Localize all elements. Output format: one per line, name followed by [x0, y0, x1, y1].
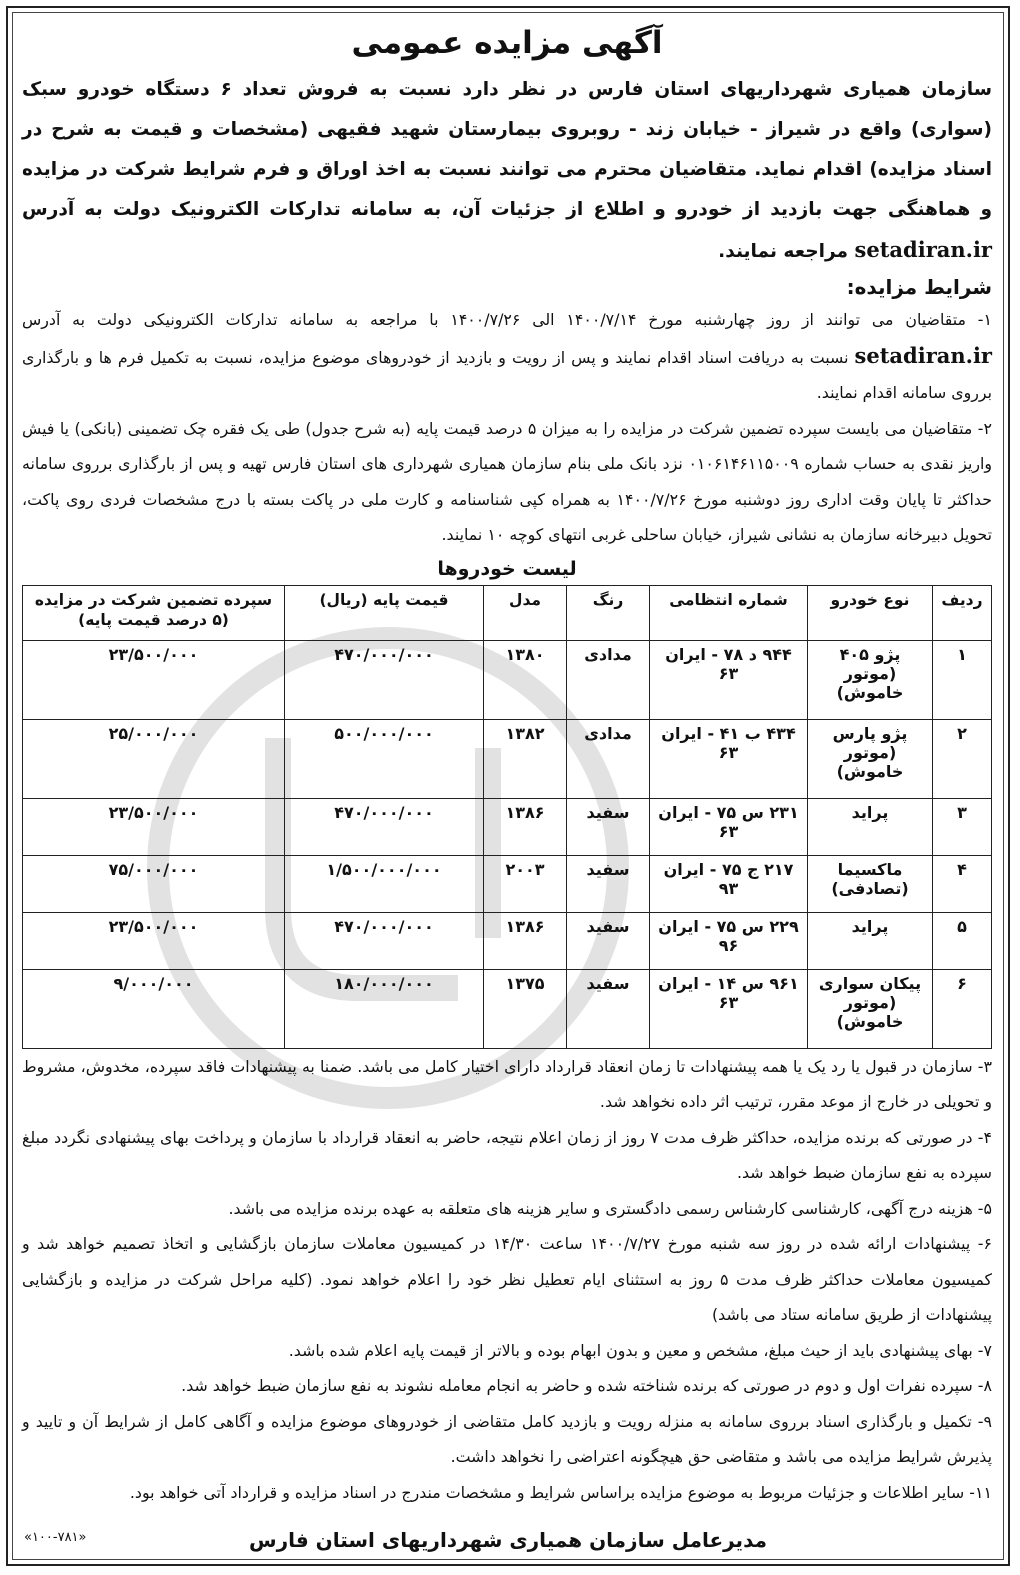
condition-3: ۳- سازمان در قبول یا رد یک یا همه پیشنهادات تا زمان انعقاد قرارداد دارای اختیار کامل می باشد. ضمنا به پیشنهادات فاقد سپرده، مخدوش، مشروط و تحویلی در خارج از موعد مقرر، ترتیب اثر داده نخواهد شد.: [22, 1056, 992, 1111]
header-vehicle-type: نوع خودرو: [808, 585, 933, 640]
cell-base-price: ۱/۵۰۰/۰۰۰/۰۰۰: [285, 855, 484, 912]
cell-vehicle-type: پیکان سواری (موتور خاموش): [808, 969, 933, 1048]
condition-6: ۶- پیشنهادات ارائه شده در روز سه شنبه مورخ ۱۴۰۰/۷/۲۷ ساعت ۱۴/۳۰ در کمیسیون معاملات سازمان بازگشایی و اتخاذ تصمیم خواهد شد و کمیسیون معاملات حداکثر ظرف مدت ۵ روز به استثنای ایام تعطیل نظر خود را اعلام خواهد نمود. (کلیه مراحل شرکت در مزایده و بازگشایی پیشنهادات از طریق سامانه ستاد می باشد): [22, 1234, 992, 1324]
cell-plate-number: ۹۶۱ س ۱۴ - ایران ۶۳: [650, 969, 808, 1048]
cell-plate-number: ۲۱۷ ج ۷۵ - ایران ۹۳: [650, 855, 808, 912]
condition-1-text: ۱- متقاضیان می توانند از روز چهارشنبه مورخ ۱۴۰۰/۷/۱۴ الی ۱۴۰۰/۷/۲۶ با مراجعه به سامانه تدارکات الکترونیکی دولت به آدرس: [22, 310, 992, 329]
table-row: [23, 640, 992, 719]
signature-line: مدیرعامل سازمان همیاری شهرداریهای استان فارس: [248, 1528, 768, 1552]
notice-code: «۱۰۰-۷۸۱»: [24, 1530, 87, 1545]
condition-1-text-end: نسبت به دریافت اسناد اقدام نمایند و پس از رویت و بازدید از خودروهای موضوع مزایده، نسبت به تکمیل فرم ها و بارگذاری برروی سامانه اقدام نمایند.: [22, 347, 992, 402]
cell-vehicle-type: پژو پارس (موتور خاموش): [808, 719, 933, 798]
intro-paragraph: [22, 70, 992, 272]
cell-deposit: ۲۳/۵۰۰/۰۰۰: [23, 640, 285, 719]
table-row: [23, 969, 992, 1048]
notice-content: [22, 18, 992, 1510]
cell-color: سفید: [567, 969, 650, 1048]
cell-color: سفید: [567, 798, 650, 855]
header-color: رنگ: [567, 585, 650, 640]
notice-frame: [6, 6, 1010, 1566]
cell-row-number: ۵: [933, 912, 992, 969]
condition-5: ۵- هزینه درج آگهی، کارشناسی کارشناس رسمی دادگستری و سایر هزینه های متعلقه به عهده برنده مزایده می باشد.: [228, 1198, 992, 1218]
table-row: [23, 912, 992, 969]
table-row: [23, 719, 992, 798]
header-model: مدل: [484, 585, 567, 640]
cell-model: ۱۳۸۶: [484, 798, 567, 855]
cell-model: ۱۳۷۵: [484, 969, 567, 1048]
table-header-row: [23, 585, 992, 640]
cell-plate-number: ۲۳۱ س ۷۵ - ایران ۶۳: [650, 798, 808, 855]
condition-4: ۴- در صورتی که برنده مزایده، حداکثر ظرف مدت ۷ روز از زمان اعلام نتیجه، حاضر به انعقاد قرارداد با سازمان و پرداخت بهای پیشنهادی نگردد مبلغ سپرده به نفع سازمان ضبط خواهد شد.: [22, 1127, 992, 1182]
cell-color: سفید: [567, 855, 650, 912]
intro-text-end: مراجعه نمایند.: [718, 241, 849, 262]
cell-vehicle-type: ماکسیما (تصادفی): [808, 855, 933, 912]
vehicles-table-title: لیست خودروها: [437, 557, 577, 580]
cell-base-price: ۴۷۰/۰۰۰/۰۰۰: [285, 912, 484, 969]
cell-deposit: ۹/۰۰۰/۰۰۰: [23, 969, 285, 1048]
header-plate-number: شماره انتظامی: [650, 585, 808, 640]
header-deposit: سپرده تضمین شرکت در مزایده (۵ درصد قیمت پایه): [23, 585, 285, 640]
header-base-price: قیمت پایه (ریال): [285, 585, 484, 640]
condition-8: ۸- سپرده نفرات اول و دوم در صورتی که برنده شناخته شده و حاضر به انجام معامله نشوند به نفع سازمان ضبط خواهد شد.: [181, 1376, 992, 1395]
condition-2: ۲- متقاضیان می بایست سپرده تضمین شرکت در مزایده را به میزان ۵ درصد قیمت پایه (به شرح جدول) طی یک فقره چک تضمینی (بانکی) یا فیش واریز نقدی به حساب شماره ۰۱۰۶۱۴۶۱۱۵۰۰۹ نزد بانک ملی بنام سازمان همیاری شهرداری های استان فارس تهیه و پس از بارگذاری برروی سامانه حداکثر تا پایان وقت اداری روز دوشنبه مورخ ۱۴۰۰/۷/۲۶ به همراه کپی شناسنامه و کارت ملی در پاکت بسته با درج مشخصات فردی روی پاکت، تحویل دبیرخانه سازمان به نشانی شیراز، خیابان ساحلی غربی انتهای کوچه ۱۰ نمایند.: [22, 418, 992, 544]
cell-base-price: ۴۷۰/۰۰۰/۰۰۰: [285, 640, 484, 719]
table-row: [23, 798, 992, 855]
table-row: [23, 855, 992, 912]
cell-base-price: ۴۷۰/۰۰۰/۰۰۰: [285, 798, 484, 855]
condition-7: ۷- بهای پیشنهادی باید از حیث مبلغ، مشخص و معین و بدون ابهام بوده و بالاتر از قیمت پایه اعلام شده باشد.: [288, 1340, 992, 1360]
cell-color: سفید: [567, 912, 650, 969]
vehicles-table: [22, 585, 992, 1049]
cell-plate-number: ۴۳۴ ب ۴۱ - ایران ۶۳: [650, 719, 808, 798]
cell-color: مدادی: [567, 640, 650, 719]
condition-9: ۹- تکمیل و بارگذاری اسناد برروی سامانه به منزله رویت و بازدید کامل متقاضی از خودروهای موضوع مزایده و آگاهی کامل از شرایط آن و تایید و پذیرش شرایط مزایده می باشد و متقاضی حق هیچگونه اعتراضی را نخواهد داشت.: [22, 1411, 992, 1466]
cell-deposit: ۲۳/۵۰۰/۰۰۰: [23, 798, 285, 855]
cell-model: ۱۳۸۲: [484, 719, 567, 798]
intro-text: سازمان همیاری شهرداریهای استان فارس در نظر دارد نسبت به فروش تعداد ۶ دستگاه خودرو سبک (سواری) واقع در شیراز - خیابان زند - روبروی بیمارستان شهید فقیهی (مشخصات و قیمت به شرح در اسناد مزایده) اقدام نماید. متقاضیان محترم می توانند نسبت به اخذ اوراق و فرم شرایط شرکت در مزایده و هماهنگی جهت بازدید از خودرو و اطلاع از جزئیات آن، به سامانه تدارکات الکترونیک دولت به آدرس: [22, 79, 992, 220]
cell-vehicle-type: پژو ۴۰۵ (موتور خاموش): [808, 640, 933, 719]
cell-color: مدادی: [567, 719, 650, 798]
cell-model: ۱۳۸۰: [484, 640, 567, 719]
cell-deposit: ۲۳/۵۰۰/۰۰۰: [23, 912, 285, 969]
conditions-title: شرایط مزایده:: [846, 275, 992, 299]
header-row-number: ردیف: [933, 585, 992, 640]
cell-model: ۱۳۸۶: [484, 912, 567, 969]
cell-deposit: ۷۵/۰۰۰/۰۰۰: [23, 855, 285, 912]
cell-plate-number: ۲۲۹ س ۷۵ - ایران ۹۶: [650, 912, 808, 969]
cell-row-number: ۳: [933, 798, 992, 855]
cell-base-price: ۵۰۰/۰۰۰/۰۰۰: [285, 719, 484, 798]
cell-base-price: ۱۸۰/۰۰۰/۰۰۰: [285, 969, 484, 1048]
intro-site-link[interactable]: setadiran.ir: [854, 237, 992, 262]
cell-vehicle-type: پراید: [808, 912, 933, 969]
cell-plate-number: ۹۴۴ د ۷۸ - ایران ۶۳: [650, 640, 808, 719]
cell-model: ۲۰۰۳: [484, 855, 567, 912]
condition-1-site-link[interactable]: setadiran.ir: [854, 342, 992, 368]
cell-vehicle-type: پراید: [808, 798, 933, 855]
condition-11: ۱۱- سایر اطلاعات و جزئیات مربوط به موضوع مزایده براساس شرایط و مشخصات مندرج در اسناد مزایده و قرارداد آتی خواهد بود.: [129, 1482, 992, 1502]
notice-title: آگهی مزایده عمومی: [351, 25, 663, 61]
cell-row-number: ۶: [933, 969, 992, 1048]
cell-row-number: ۱: [933, 640, 992, 719]
cell-row-number: ۲: [933, 719, 992, 798]
cell-deposit: ۲۵/۰۰۰/۰۰۰: [23, 719, 285, 798]
cell-row-number: ۴: [933, 855, 992, 912]
condition-1: [22, 302, 992, 411]
